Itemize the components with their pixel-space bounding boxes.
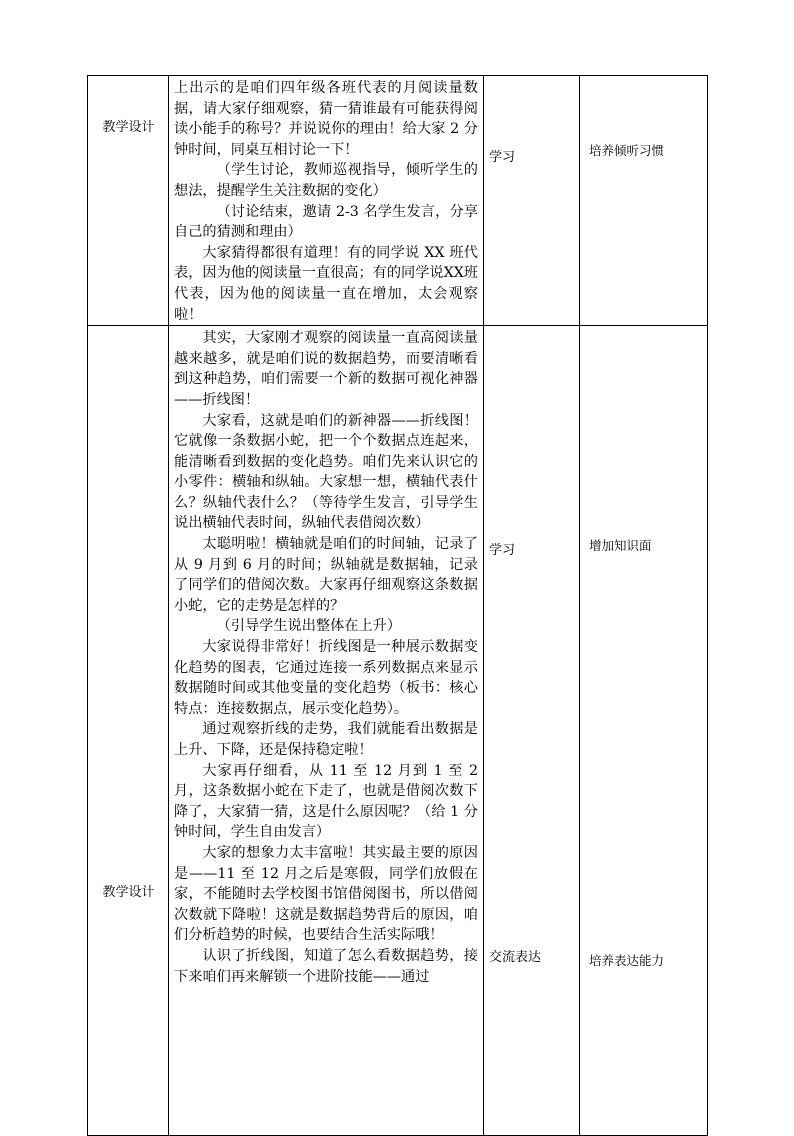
goal-cell <box>580 76 708 326</box>
activity-label: 学习 <box>489 543 516 559</box>
content-paragraph: 其实，大家刚才观察的阅读量一直高阅读量越来越多，就是咱们说的数据趋势，而要清晰看到这种趋势，咱们需要一个新的数据可视化神器——折线图！ <box>174 330 478 408</box>
content-paragraph: 上出示的是咱们四年级各班代表的月阅读量数据，请大家仔细观察，猜一猜谁最有可能获得阅读小能手的称号？并说说你的理由！给大家 2 分钟时间，同桌互相讨论一下！ <box>174 80 478 158</box>
content-paragraph: 大家再仔细看，从 11 至 12 月到 1 至 2 月，这条数据小蛇在下走了，也就是借阅次数下降了，大家猜一猜，这是什么原因呢？（给 1 分钟时间，学生自由发言） <box>174 762 478 841</box>
content-paragraph: 认识了折线图，知道了怎么看数据趋势，接下来咱们再来解锁一个进阶技能——通过 <box>174 947 478 985</box>
content-paragraph: 大家看，这就是咱们的新神器——折线图！它就像一条数据小蛇，把一个个数据点连起来，能清晰看到数据的变化趋势。咱们先来认识它的小零件：横轴和纵轴。大家想一想，横轴代表什么？纵轴代表什么？（等待学生发言，引导学生说出横轴代表时间，纵轴代表借阅次数） <box>174 412 478 532</box>
table-row <box>88 326 708 1136</box>
content-paragraph: 大家的想象力太丰富啦！其实最主要的原因是——11 至 12 月之后是寒假，同学们放假在家，不能随时去学校图书馆借阅图书，所以借阅次数就下降啦！这就是数据趋势背后的原因，咱们分析趋势的时候，也要结合生活实际哦！ <box>174 844 478 944</box>
content-cell <box>169 76 484 326</box>
section-label-cell <box>88 326 169 1136</box>
content-paragraph: 大家说得非常好！折线图是一种展示数据变化趋势的图表，它通过连接一系列数据点来显示数据随时间或其他变量的变化趋势（板书：核心特点：连接数据点，展示变化趋势）。 <box>174 639 478 717</box>
goal-label: 培养表达能力 <box>589 953 665 969</box>
content-paragraph: 通过观察折线的走势，我们就能看出数据是上升、下降，还是保持稳定啦！ <box>174 721 478 758</box>
goal-label: 增加知识面 <box>589 538 652 554</box>
activity-label: 学习 <box>489 150 516 165</box>
content-paragraph: 大家猜得都很有道理！有的同学说 XX 班代表，因为他的阅读量一直很高；有的同学说XX班代表，因为他的阅读量一直在增加，太会观察啦！ <box>174 244 478 323</box>
content-cell <box>169 326 484 1136</box>
section-label: 教学设计 <box>102 885 155 901</box>
content-paragraph: （学生讨论，教师巡视指导，倾听学生的想法，提醒学生关注数据的变化） <box>174 162 478 199</box>
table-row <box>88 76 708 326</box>
goal-label: 培养倾听习惯 <box>589 143 665 158</box>
section-label: 教学设计 <box>102 120 155 135</box>
goal-cell <box>580 326 708 1136</box>
content-paragraph: 太聪明啦！横轴就是咱们的时间轴，记录了从 9 月到 6 月的时间；纵轴就是数据轴，记录了同学们的借阅次数。大家再仔细观察这条数据小蛇，它的走势是怎样的？ <box>174 536 478 614</box>
content-paragraph: （讨论结束，邀请 2-3 名学生发言，分享自己的猜测和理由） <box>174 203 478 241</box>
content-paragraph: （引导学生说出整体在上升） <box>216 618 402 635</box>
activity-label: 交流表达 <box>489 950 542 966</box>
section-label-cell <box>88 76 169 326</box>
activity-cell <box>484 326 580 1136</box>
lesson-plan-table <box>87 75 708 1136</box>
activity-cell <box>484 76 580 326</box>
